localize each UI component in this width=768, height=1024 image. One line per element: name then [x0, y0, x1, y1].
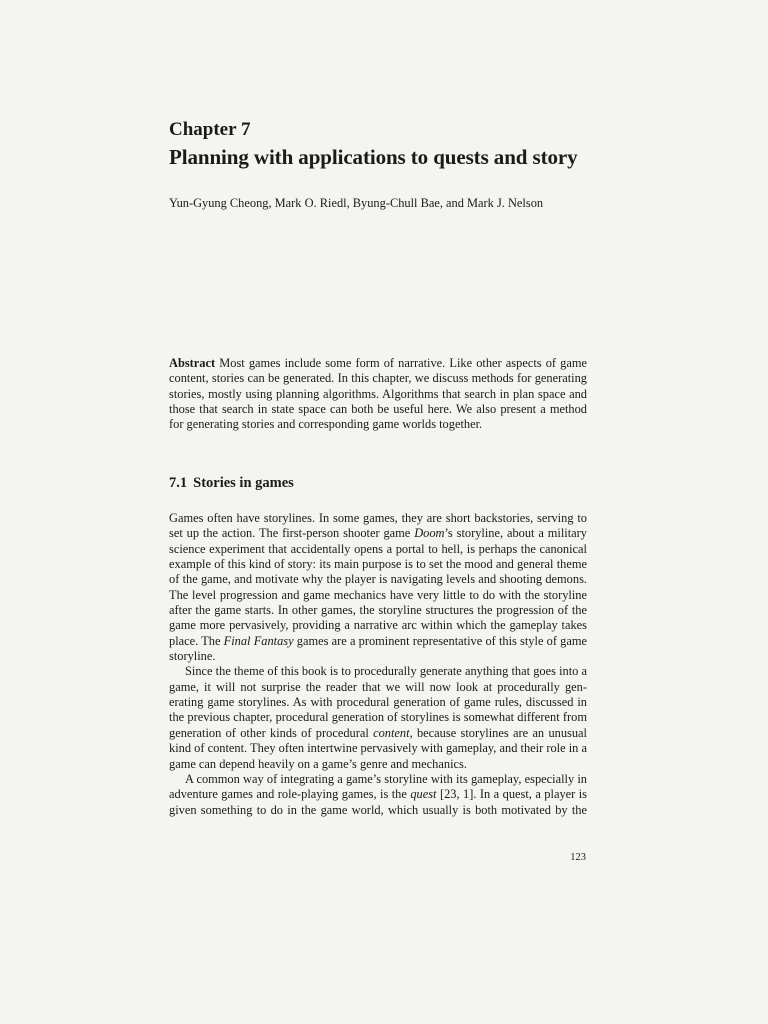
paragraph-2	[169, 664, 587, 771]
paragraph-1	[169, 511, 587, 664]
text-run: ’s storyline, about a military science experiment that accidentally opens a portal to hell, is perhaps the canonical example of this kind of story: its main purpose is to set the mood and general theme of the game, and motivate why the player is navigating levels and shooting demons. The level progression and game mechanics have very little to do with the storyline after the game starts. In other games, the storyline structures the progression of the game more pervasively, providing a narrative arc within which the gameplay takes place. The	[169, 526, 587, 648]
body-text	[169, 511, 587, 818]
text-run: games are a prominent representative of this style of game storyline.	[169, 633, 587, 664]
text-run: Since the theme of this book is to procedurally generate anything that goes into a game, it will not surprise the reader that we will now look at procedurally gen-erating game storylines. As with procedural generation of game rules, discussed in the previous chapter, procedural generation of storylines is somewhat different from generation of other kinds of procedural	[169, 664, 587, 740]
section-number: 7.1	[169, 475, 188, 491]
text-run: Games often have storylines. In some games, they are short backstories, serving to set up the action. The first-person shooter game	[169, 511, 587, 541]
text-run-italic: quest	[410, 787, 437, 802]
text-run: A common way of integrating a game’s storyline with its gameplay, especially in adventure games and role-playing games, is the	[169, 771, 587, 802]
chapter-number: Chapter 7	[169, 119, 251, 140]
authors: Yun-Gyung Cheong, Mark O. Riedl, Byung-Chull Bae, and Mark J. Nelson	[169, 196, 544, 210]
abstract-text: Most games include some form of narrative. Like other aspects of game content, stories can be generated. In this chapter, we discuss methods for generating stories, mostly using planning algorithms. Algorithms that search in plan space and those that search in state space can both be useful here. We also present a method for generating stories and corresponding game worlds together.	[169, 356, 587, 432]
text-run-italic: Final Fantasy	[223, 633, 294, 648]
section-title: Stories in games	[193, 475, 294, 491]
abstract	[169, 356, 587, 432]
page-number: 123	[570, 852, 586, 863]
text-run: [23, 1]. In a quest, a player is given something to do in the game world, which usually is both motivated by the	[169, 787, 587, 817]
abstract-label: Abstract	[169, 356, 216, 370]
chapter-title: Planning with applications to quests and story	[169, 145, 578, 169]
section-heading	[169, 473, 587, 493]
text-run-italic: Doom	[414, 526, 445, 541]
text-run: , because storylines are an unusual kind of content. They often intertwine pervasively with gameplay, and their role in a game can depend heavily on a game’s genre and mechanics.	[169, 725, 587, 771]
paragraph-3	[169, 772, 587, 818]
text-run-italic: content	[373, 725, 410, 740]
